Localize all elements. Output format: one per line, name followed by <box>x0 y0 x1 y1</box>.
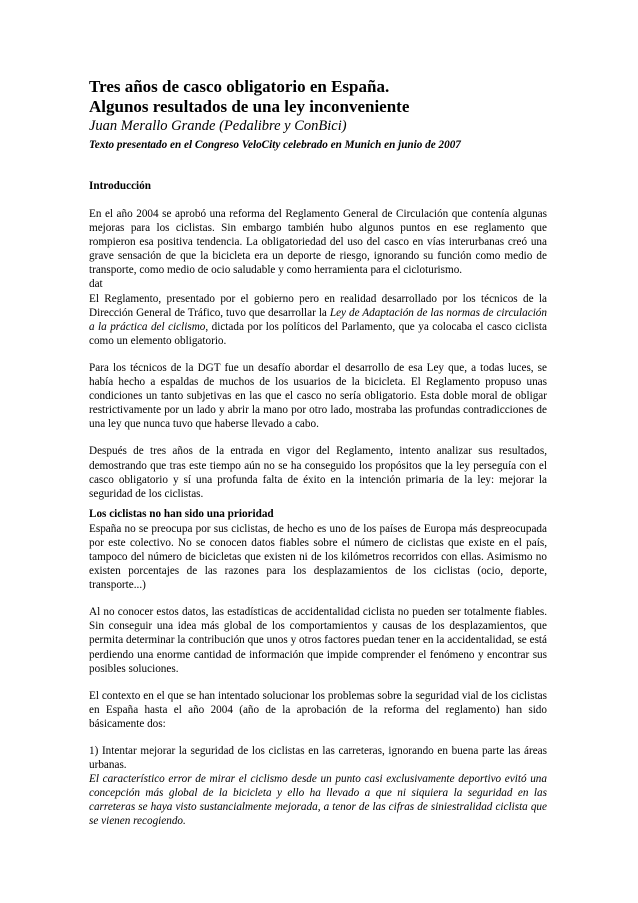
paragraph-9: El característico error de mirar el ciclismo desde un punto casi exclusivamente deportivo evitó una concepción más global de la bicicleta y ello ha llevado a que ni siquiera la seguridad en las carreteras se haya visto sustancialmente mejorada, a tenor de las cifras de siniestralidad ciclista que se vienen recogiendo. <box>89 773 547 828</box>
spacer <box>89 348 547 361</box>
intro-heading: Introducción <box>89 180 151 192</box>
paragraph-8: 1) Intentar mejorar la seguridad de los ciclistas en las carreteras, ignorando en buena parte las áreas urbanas. <box>89 745 547 772</box>
title-line-2: Algunos resultados de una ley inconveniente <box>89 97 410 116</box>
paragraph-3: Para los técnicos de la DGT fue un desafío abordar el desarrollo de esa Ley que, a todas luces, se había hecho a espaldas de muchos de los usuarios de la bicicleta. El Reglamento propuso unas condiciones un tanto subjetivas en las que el casco no sería obligatorio. Esta doble moral de obligar restrictivamente por un lado y abrir la mano por otro lado, mostraba las profundas contradicciones de una ley que nunca tuvo que haberse llevado a cabo. <box>89 361 547 431</box>
paragraph-7: El contexto en el que se han intentado solucionar los problemas sobre la seguridad vial de los ciclistas en España hasta el año 2004 (año de la aprobación de la reforma del reglamento) han sido básicamente dos: <box>89 689 547 730</box>
spacer <box>89 676 547 689</box>
paragraph-2-part-a: El Reglamento, presentado por el gobierno pero en realidad desarrollado por los técnicos de la Dirección General de Tráfico, tuvo que desarrollar la <box>89 292 547 319</box>
spacer <box>89 731 547 744</box>
paragraph-2-part-b: , dictada por los políticos del Parlamento, que ya colocaba el casco ciclista como un elemento obligatorio. <box>89 320 547 347</box>
paragraph-1: En el año 2004 se aprobó una reforma del Reglamento General de Circulación que contenía algunas mejoras para los ciclistas. Sin embargo también hubo algunos puntos en ese reglamento que rompieron esa positiva tendencia. La obligatoriedad del uso del casco en vías interurbanas creó una grave sensación de que la bicicleta era un deporte de riesgo, ignorando su función como medio de transporte, como medio de ocio saludable y como herramienta para el cicloturismo. <box>89 208 547 277</box>
presentation-note: Texto presentado en el Congreso VeloCity celebrado en Munich en junio de 2007 <box>89 139 461 151</box>
stray-text-dat: dat <box>89 278 103 291</box>
spacer <box>89 194 547 207</box>
section-2-heading: Los ciclistas no han sido una prioridad <box>89 507 274 520</box>
spacer <box>89 431 547 444</box>
paragraph-5: España no se preocupa por sus ciclistas, de hecho es uno de los países de Europa más despreocupada por este colectivo. No se conocen datos fiables sobre el número de ciclistas que existe en el país, tampoco del número de bicicletas que existen ni de los kilómetros recorridos con ellas. Asimismo no existen porcentajes de las razones para los desplazamientos de los ciclistas (ocio, deporte, transporte...) <box>89 522 547 592</box>
title-line-1: Tres años de casco obligatorio en España. <box>89 77 390 96</box>
paragraph-4: Después de tres años de la entrada en vigor del Reglamento, intento analizar sus resultados, demostrando que tras este tiempo aún no se ha conseguido los propósitos que la ley perseguía con el casco obligatorio y sí una profunda falta de éxito en la intención primaria de la ley: mejorar la seguridad de los ciclistas. <box>89 445 547 500</box>
author-line: Juan Merallo Grande (Pedalibre y ConBici) <box>89 118 347 134</box>
spacer <box>89 153 547 179</box>
law-title-italic: Ley de Adaptación de las normas de circulación a la práctica del ciclismo <box>89 306 547 333</box>
document-page <box>89 77 547 829</box>
spacer <box>89 592 547 605</box>
paragraph-2 <box>89 292 547 348</box>
paragraph-6: Al no conocer estos datos, las estadísticas de accidentalidad ciclista no pueden ser totalmente fiables. Sin conseguir una idea más global de los comportamientos y causas de los desplazamientos, que permita determinar la contribución que unos y otros factores puedan tener en la accidentalidad, se está perdiendo una enorme cantidad de información que impide comprender el fenómeno y encontrar sus posibles soluciones. <box>89 606 547 675</box>
